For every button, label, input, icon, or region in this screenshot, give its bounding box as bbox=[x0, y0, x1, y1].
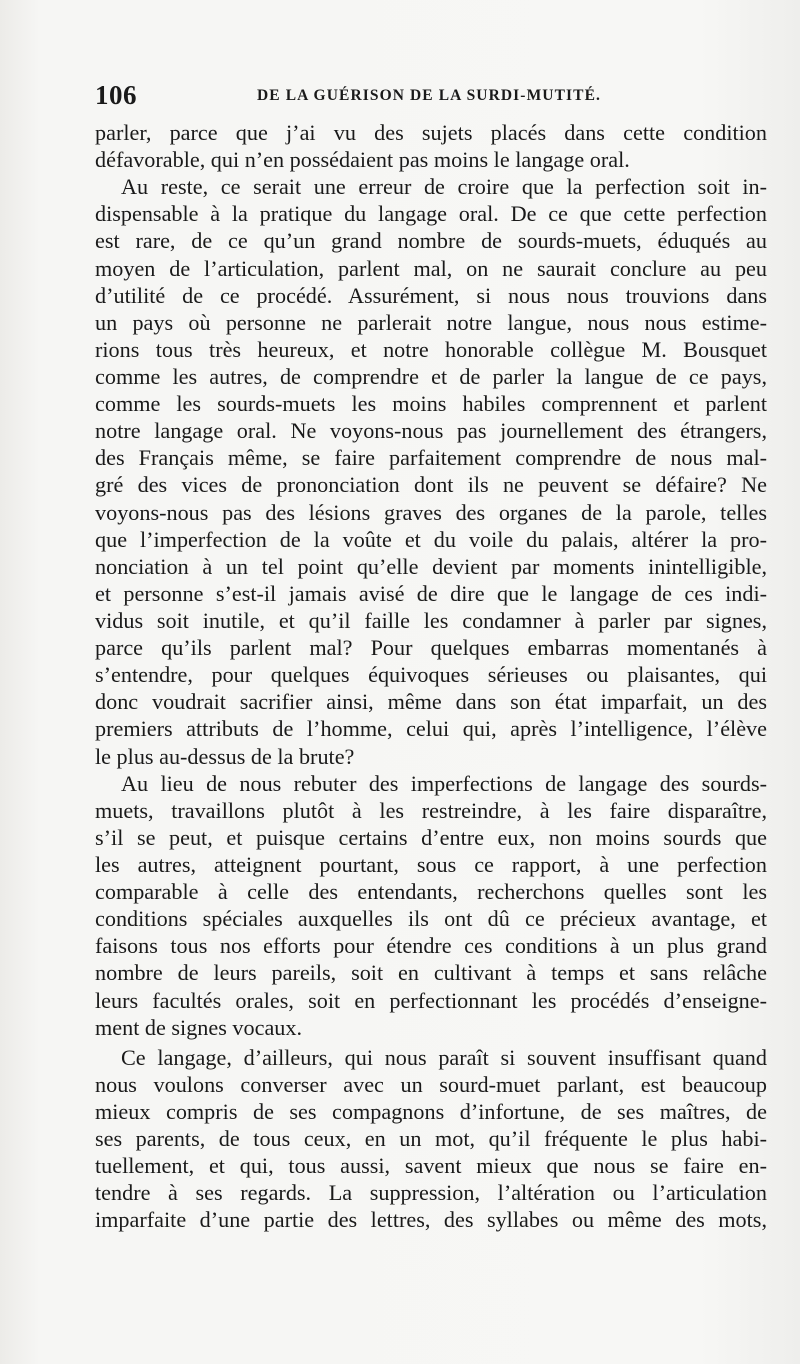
text-line: nombre de leurs pareils, soit en cultivant à temps et sans relâche bbox=[95, 960, 767, 986]
page-number: 106 bbox=[95, 80, 137, 110]
text-line: voyons-nous pas des lésions graves des organes de la parole, telles bbox=[95, 499, 767, 525]
text-line: est rare, de ce qu’un grand nombre de sourds-muets, éduqués au bbox=[95, 228, 767, 254]
text-line: comme les autres, de comprendre et de parler la langue de ce pays, bbox=[95, 363, 767, 389]
text-line: Ce langage, d’ailleurs, qui nous paraît si souvent insuffisant quand bbox=[121, 1044, 767, 1070]
text-line: nous voulons converser avec un sourd-muet parlant, est beaucoup bbox=[95, 1071, 767, 1097]
text-line: s’il se peut, et puisque certains d’entre eux, non moins sourds que bbox=[95, 824, 767, 850]
text-line: que l’imperfection de la voûte et du voile du palais, altérer la pro- bbox=[95, 526, 767, 552]
text-line: comparable à celle des entendants, recherchons quelles sont les bbox=[95, 879, 767, 905]
text-line: Au reste, ce serait une erreur de croire que la perfection soit in- bbox=[121, 174, 767, 200]
text-line: ment de signes vocaux. bbox=[95, 1014, 303, 1040]
text-line: parler, parce que j’ai vu des sujets placés dans cette condition bbox=[95, 120, 767, 145]
text-line: faisons tous nos efforts pour étendre ces conditions à un plus grand bbox=[95, 933, 767, 959]
text-line: des Français même, se faire parfaitement comprendre de nous mal- bbox=[95, 445, 767, 471]
text-line: muets, travaillons plutôt à les restreindre, à les faire disparaître, bbox=[95, 797, 767, 823]
text-line: moyen de l’articulation, parlent mal, on ne saurait conclure au peu bbox=[95, 255, 767, 281]
body-text bbox=[95, 119, 767, 1233]
text-line: tuellement, et qui, tous aussi, savent mieux que nous se faire en- bbox=[95, 1153, 767, 1179]
text-line: conditions spéciales auxquelles ils ont dû ce précieux avantage, et bbox=[95, 906, 767, 932]
text-line: rions tous très heureux, et notre honorable collègue M. Bousquet bbox=[95, 336, 767, 362]
running-title: DE LA GUÉRISON DE LA SURDI-MUTITÉ. bbox=[257, 87, 602, 104]
text-line: un pays où personne ne parlerait notre langue, nous nous estime- bbox=[95, 309, 767, 335]
page-header bbox=[95, 80, 767, 116]
text-line: s’entendre, pour quelques équivoques sérieuses ou plaisantes, qui bbox=[95, 662, 767, 688]
text-line: tendre à ses regards. La suppression, l’altération ou l’articulation bbox=[95, 1180, 767, 1206]
text-line: défavorable, qui n’en possédaient pas moins le langage oral. bbox=[95, 147, 630, 173]
text-line: dispensable à la pratique du langage oral. De ce que cette perfection bbox=[95, 201, 767, 227]
text-line: parce qu’ils parlent mal? Pour quelques embarras momentanés à bbox=[95, 635, 767, 661]
text-line: mieux compris de ses compagnons d’infortune, de ses maîtres, de bbox=[95, 1098, 767, 1124]
text-line: notre langage oral. Ne voyons-nous pas journellement des étrangers, bbox=[95, 418, 767, 444]
text-line: gré des vices de prononciation dont ils ne peuvent se défaire? Ne bbox=[95, 472, 767, 498]
text-line: d’utilité de ce procédé. Assurément, si nous nous trouvions dans bbox=[95, 282, 767, 308]
text-line: vidus soit inutile, et qu’il faille les condamner à parler par signes, bbox=[95, 607, 767, 633]
text-line: les autres, atteignent pourtant, sous ce rapport, à une perfection bbox=[95, 851, 767, 877]
text-line: ses parents, de tous ceux, en un mot, qu’il fréquente le plus habi- bbox=[95, 1126, 767, 1152]
text-line: nonciation à un tel point qu’elle devient par moments inintelligible, bbox=[95, 553, 767, 579]
text-line: premiers attributs de l’homme, celui qui, après l’intelligence, l’élève bbox=[95, 716, 767, 742]
text-line: comme les sourds-muets les moins habiles comprennent et parlent bbox=[95, 391, 767, 417]
text-line: le plus au-dessus de la brute? bbox=[95, 743, 355, 769]
text-line: Au lieu de nous rebuter des imperfections de langage des sourds- bbox=[121, 770, 767, 796]
text-line: donc voudrait sacrifier ainsi, même dans son état imparfait, un des bbox=[95, 689, 767, 715]
text-line: imparfaite d’une partie des lettres, des syllabes ou même des mots, bbox=[95, 1207, 767, 1233]
text-line: leurs facultés orales, soit en perfectionnant les procédés d’enseigne- bbox=[95, 987, 767, 1013]
text-line: et personne s’est-il jamais avisé de dire que le langage de ces indi- bbox=[95, 580, 767, 606]
